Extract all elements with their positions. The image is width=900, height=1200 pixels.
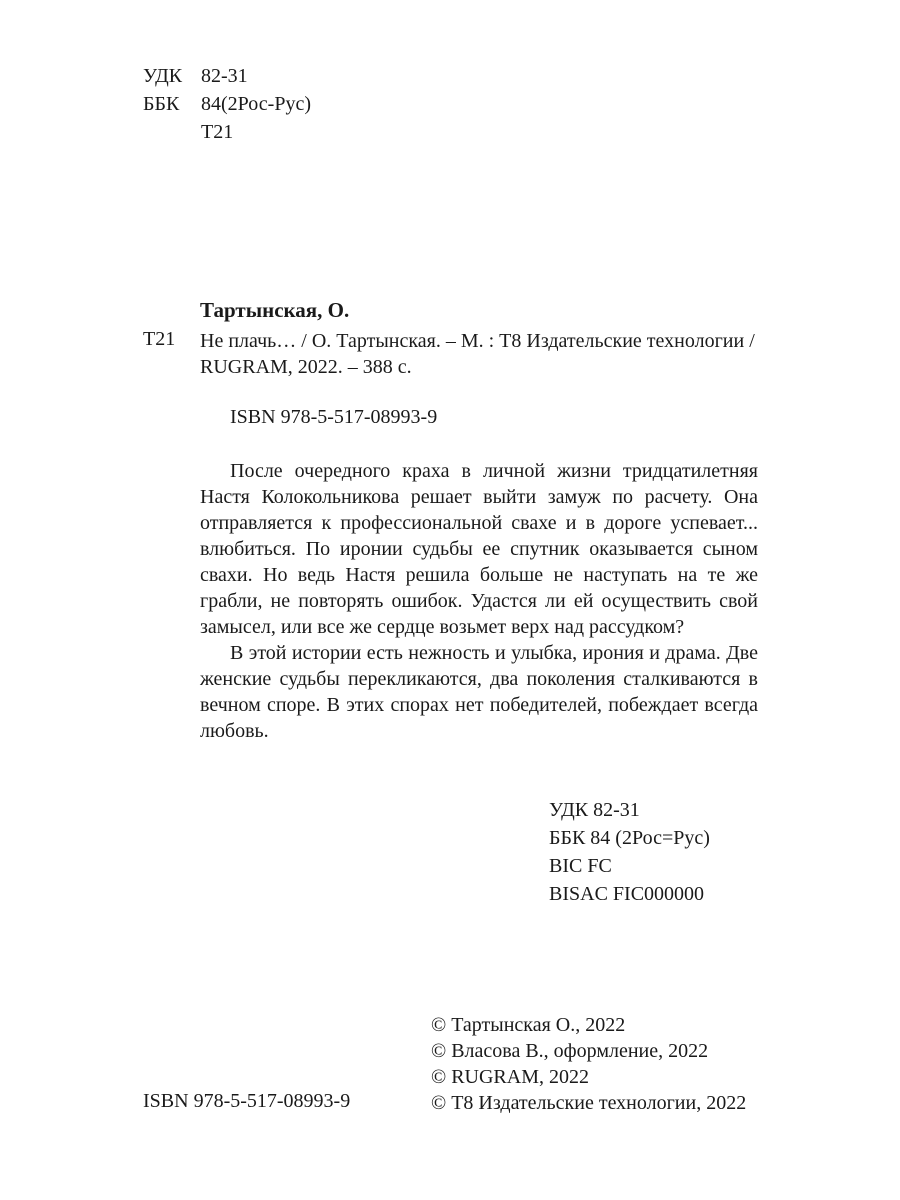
copyright-line: © Власова В., оформление, 2022 [431, 1040, 709, 1062]
author-heading: Тартынская, О. [200, 298, 350, 322]
annotation-paragraph: После очередного краха в личной жизни тридцатилетняя Настя Колокольникова решает выйти замуж по расчету. Она отправляется к профессиональной свахе и в дороге успевает... влюбиться. По иронии судьбы ее спутник оказывается сыном свахи. Но ведь Настя решила больше не наступать на те же грабли, не повторять ошибок. Удастся ли ей осуществить свой замысел, или все же сердце возьмет верх над рассудком? [200, 460, 758, 638]
bottom-classification-block [549, 796, 710, 908]
copyright-line: © Т8 Издательские технологии, 2022 [431, 1092, 747, 1114]
udk-row [143, 62, 311, 90]
top-classification-block [143, 62, 311, 146]
bottom-bisac: BISAC FIC000000 [549, 883, 705, 905]
entry-author-mark: Т21 [143, 328, 176, 350]
isbn-bottom: ISBN 978-5-517-08993-9 [143, 1090, 351, 1112]
annotation [200, 458, 758, 744]
bottom-bbk: ББК 84 (2Рос=Рус) [549, 827, 710, 849]
copyright-line: © RUGRAM, 2022 [431, 1066, 589, 1088]
bibliographic-description: Не плачь… / О. Тартынская. – М. : Т8 Издательские технологии / RUGRAM, 2022. – 388 с. [200, 330, 755, 378]
bottom-bic: BIC FC [549, 855, 612, 877]
bbk-label: ББК [143, 93, 180, 115]
udk-value: 82-31 [201, 65, 248, 87]
udk-label: УДК [143, 65, 183, 87]
copyright-line: © Тартынская О., 2022 [431, 1014, 626, 1036]
isbn-main: ISBN 978-5-517-08993-9 [230, 406, 438, 428]
author-mark-row [143, 118, 311, 146]
top-author-mark: Т21 [201, 121, 234, 143]
annotation-paragraph: В этой истории есть нежность и улыбка, ирония и драма. Две женские судьбы перекликаются, два поколения сталкиваются в вечном споре. В этих спорах нет победителей, побеждает всегда любовь. [200, 642, 758, 742]
bbk-row [143, 90, 311, 118]
bottom-udk: УДК 82-31 [549, 799, 640, 821]
copyright-block [431, 1012, 746, 1116]
bbk-value: 84(2Рос-Рус) [201, 93, 311, 115]
